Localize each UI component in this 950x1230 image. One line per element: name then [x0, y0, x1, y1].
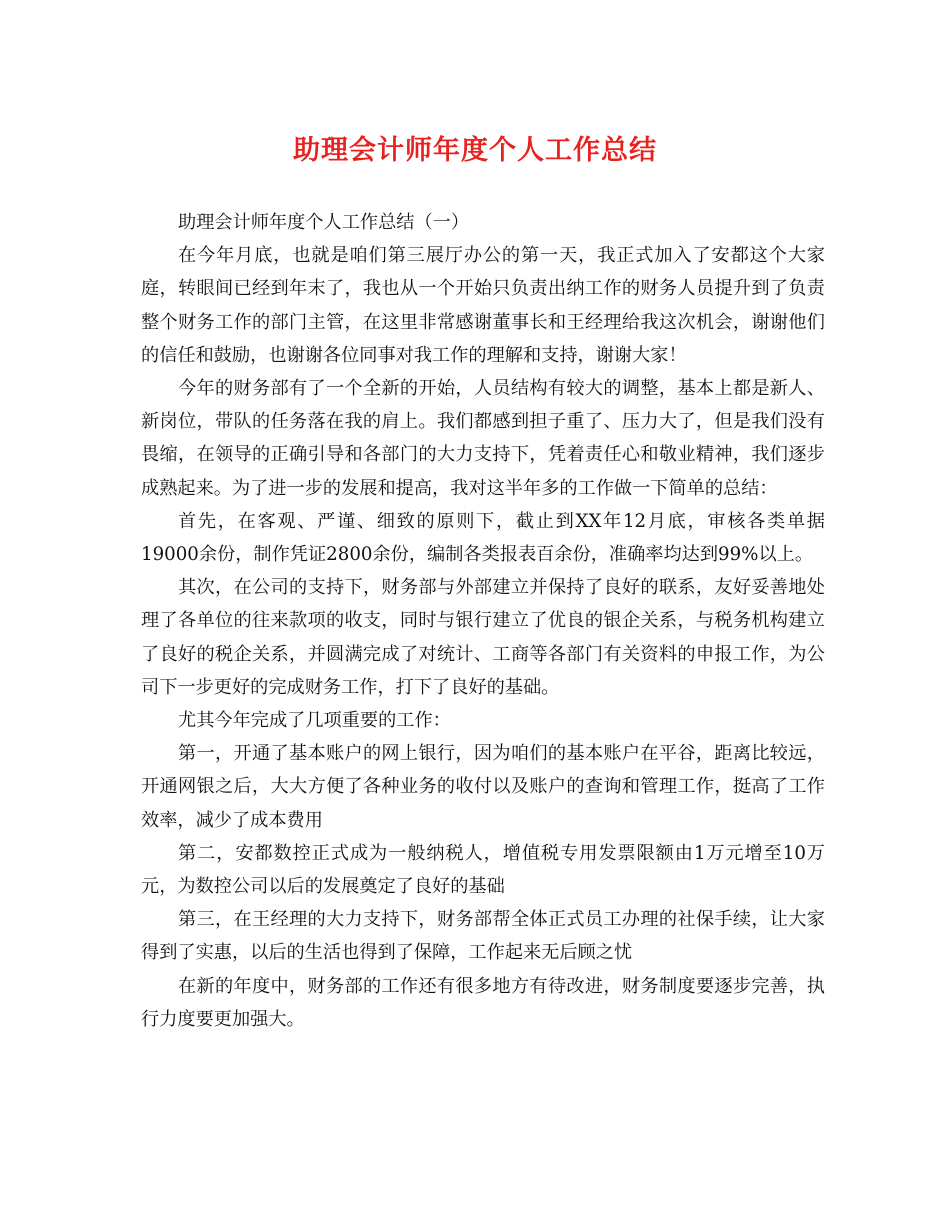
paragraph-key-work: 尤其今年完成了几项重要的工作：: [178, 710, 451, 732]
paragraph-item-one: 第一，开通了基本账户的网上银行，因为咱们的基本账户在平谷，距离比较远，开通网银之后，大大方便了各种业务的收付以及账户的查询和管理工作，挺高了工作效率，减少了成本费用: [141, 743, 825, 831]
document-body: [141, 206, 825, 1036]
paragraph-intro: 在今年月底，也就是咱们第三展厅办公的第一天，我正式加入了安都这个大家庭，转眼间已经到年末了，我也从一个开始只负责出纳工作的财务人员提升到了负责整个财务工作的部门主管，在这里非常感谢董事长和王经理给我这次机会，谢谢他们的信任和鼓励，也谢谢各位同事对我工作的理解和支持，谢谢大家！: [141, 245, 825, 366]
document-title: 助理会计师年度个人工作总结: [293, 135, 657, 166]
paragraph-item-two: 第二，安都数控正式成为一般纳税人，增值税专用发票限额由1万元增至10万元，为数控公司以后的发展奠定了良好的基础: [141, 842, 825, 898]
paragraph-closing: 在新的年度中，财务部的工作还有很多地方有待改进，财务制度要逐步完善，执行力度要更加强大。: [141, 975, 825, 1030]
paragraph-item-three: 第三，在王经理的大力支持下，财务部帮全体正式员工办理的社保手续，让大家得到了实惠，以后的生活也得到了保障，工作起来无后顾之忧: [141, 909, 825, 964]
paragraph-second: 其次，在公司的支持下，财务部与外部建立并保持了良好的联系，友好妥善地处理了各单位的往来款项的收支，同时与银行建立了优良的银企关系，与税务机构建立了良好的税企关系，并圆满完成了对统计、工商等各部门有关资料的申报工作，为公司下一步更好的完成财务工作，打下了良好的基础。: [141, 577, 825, 698]
paragraph-first: 首先，在客观、严谨、细致的原则下，截止到XX年12月底，审核各类单据19000余份，制作凭证2800余份，编制各类报表百余份，准确率均达到99%以上。: [141, 510, 825, 566]
paragraph-new-start: 今年的财务部有了一个全新的开始，人员结构有较大的调整，基本上都是新人、新岗位，带队的任务落在我的肩上。我们都感到担子重了、压力大了，但是我们没有畏缩，在领导的正确引导和各部门的大力支持下，凭着责任心和敬业精神，我们逐步成熟起来。为了进一步的发展和提高，我对这半年多的工作做一下简单的总结：: [141, 378, 825, 499]
section-heading: 助理会计师年度个人工作总结（一）: [178, 212, 470, 233]
